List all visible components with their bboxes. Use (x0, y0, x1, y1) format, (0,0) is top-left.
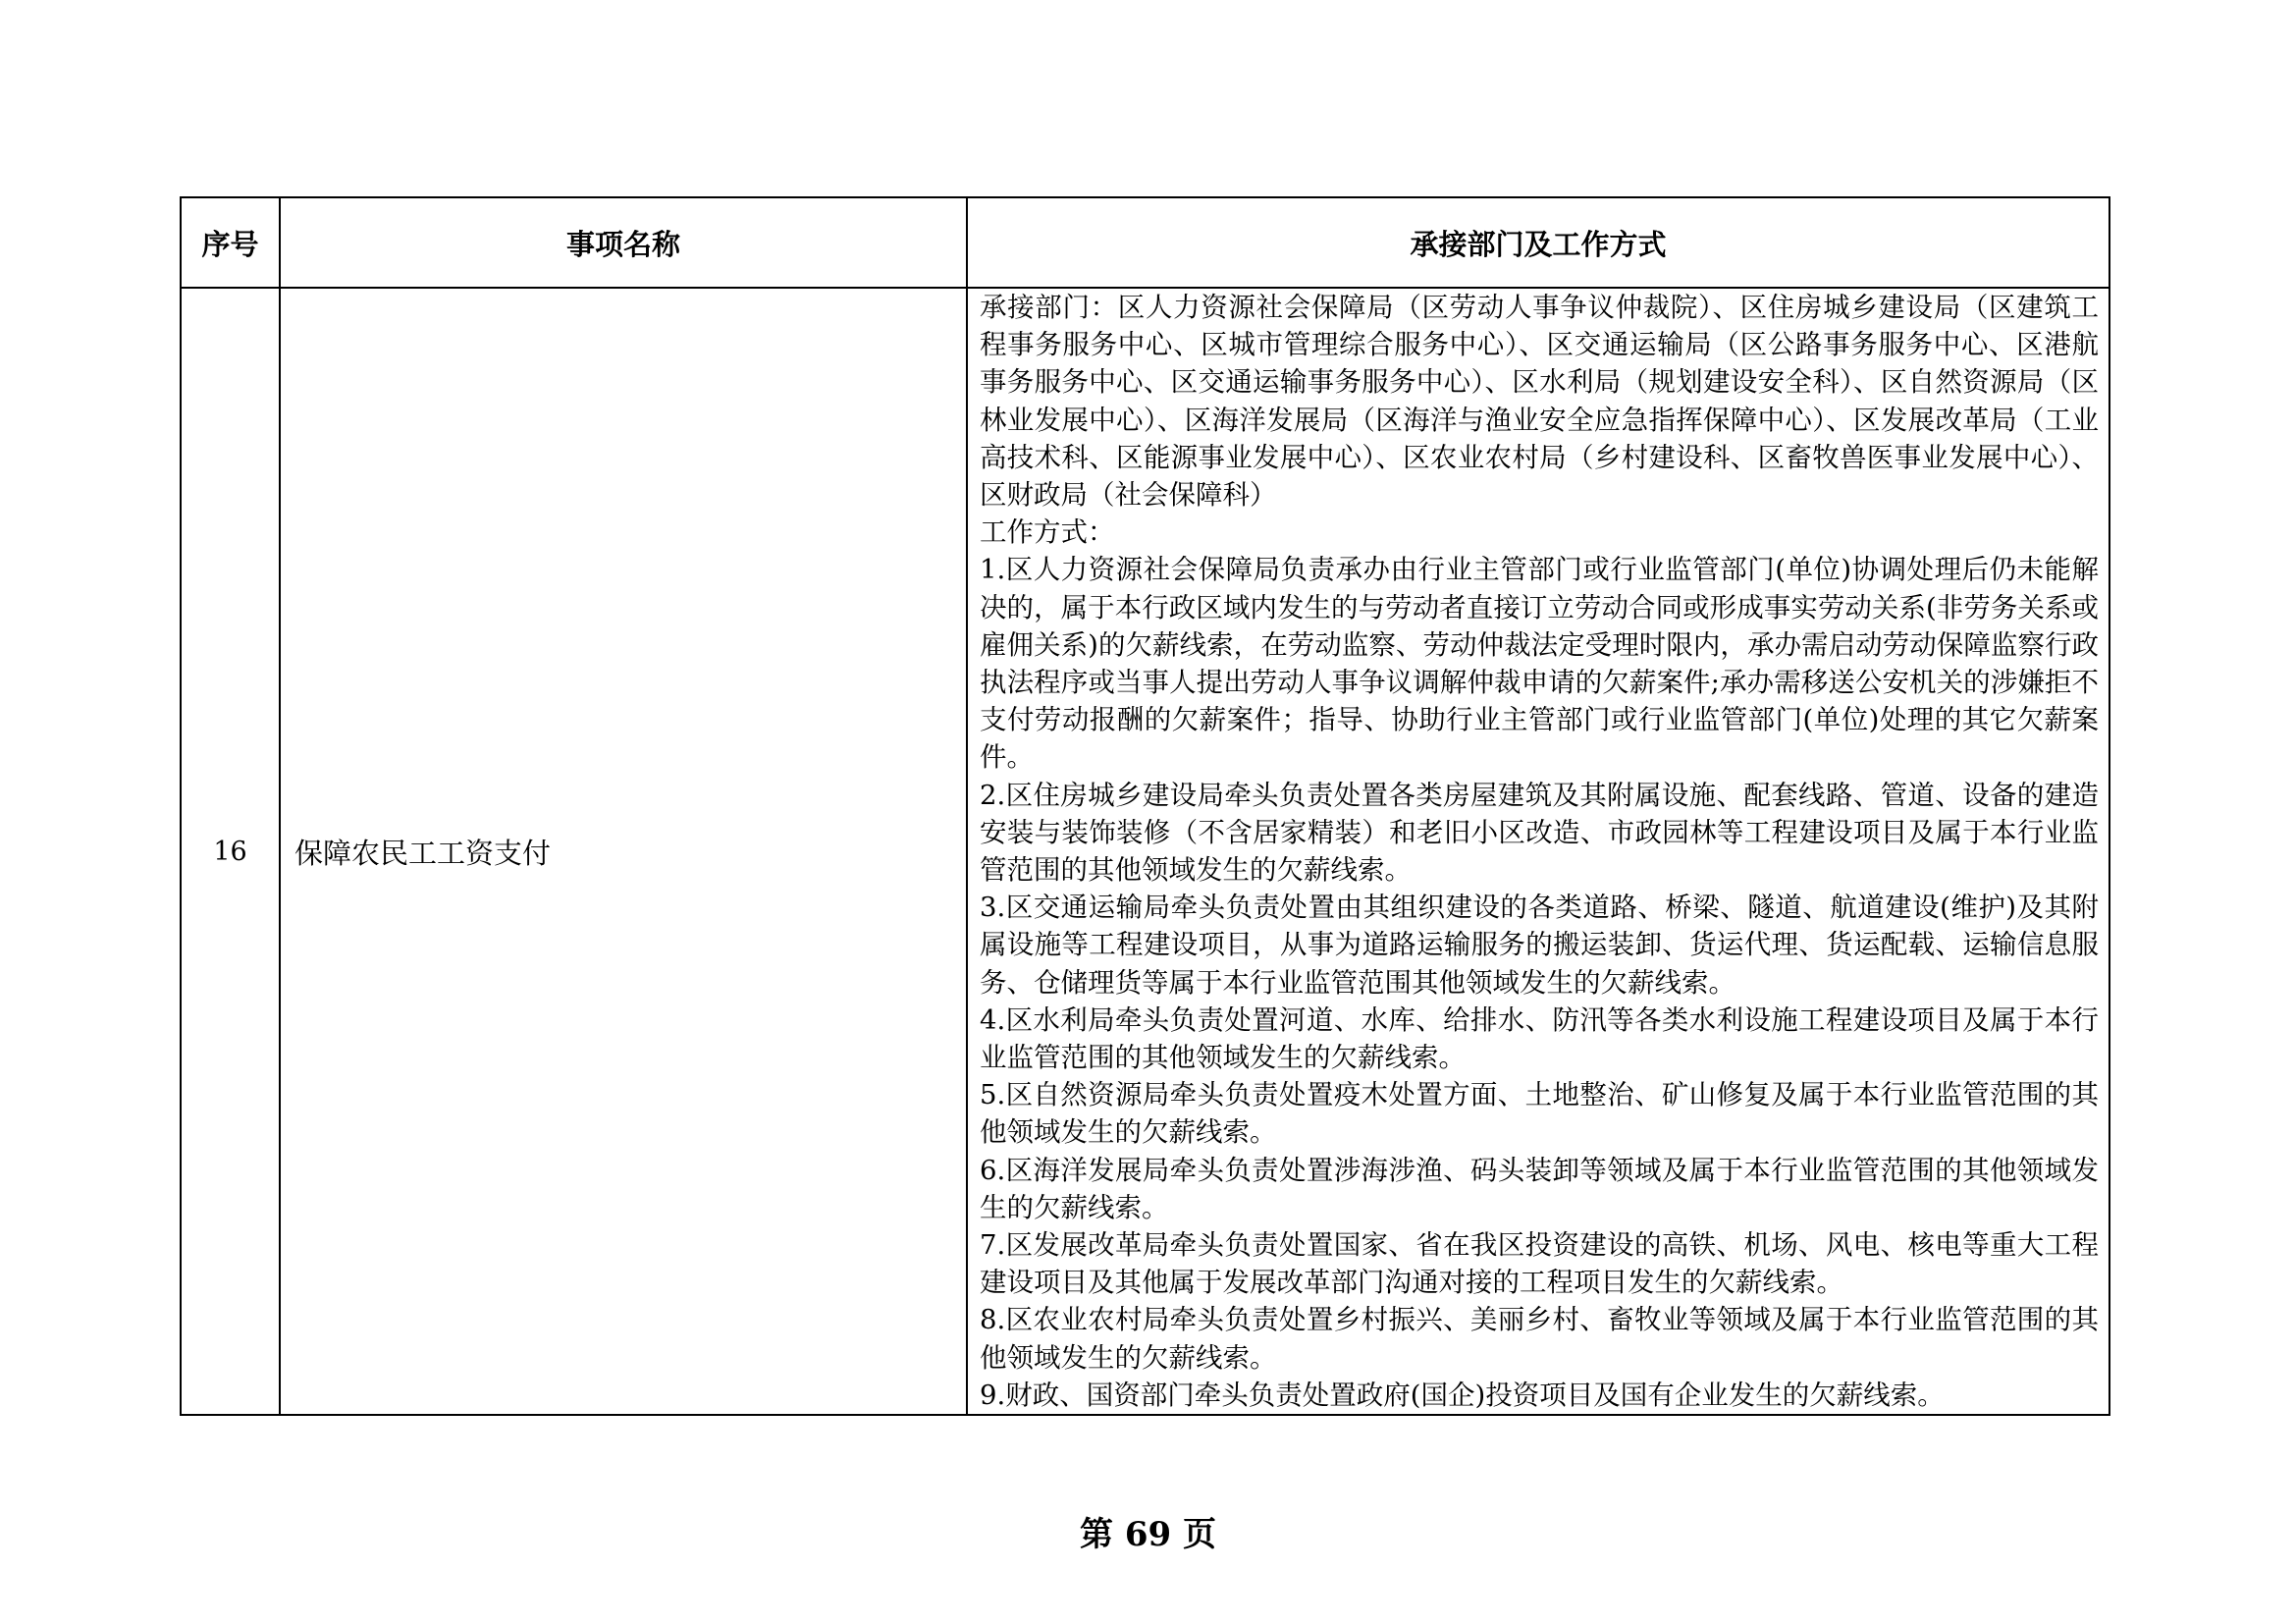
row-item-name: 保障农民工工资支付 (280, 288, 967, 1415)
work-method-item-6: 6.区海洋发展局牵头负责处置涉海涉渔、码头装卸等领域及属于本行业监管范围的其他领域发生的欠薪线索。 (980, 1154, 2099, 1223)
header-item-name: 事项名称 (280, 197, 967, 288)
work-method-item-8: 8.区农业农村局牵头负责处置乡村振兴、美丽乡村、畜牧业等领域及属于本行业监管范围的其他领域发生的欠薪线索。 (980, 1304, 2099, 1374)
work-method-item-1: 1.区人力资源社会保障局负责承办由行业主管部门或行业监管部门(单位)协调处理后仍未能解决的，属于本行政区域内发生的与劳动者直接订立劳动合同或形成事实劳动关系(非劳务关系或雇佣关系)的欠薪线索，在劳动监察、劳动仲裁法定受理时限内，承办需启动劳动保障监察行政执法程序或当事人提出劳动人事争议调解仲裁申请的欠薪案件;承办需移送公安机关的涉嫌拒不支付劳动报酬的欠薪案件；指导、协助行业主管部门或行业监管部门(单位)处理的其它欠薪案件。 (980, 554, 2099, 774)
work-method-label: 工作方式： (980, 516, 1115, 549)
work-method-item-2: 2.区住房城乡建设局牵头负责处置各类房屋建筑及其附属设施、配套线路、管道、设备的建造安装与装饰装修（不含居家精装）和老旧小区改造、市政园林等工程建设项目及属于本行业监管范围的其他领域发生的欠薪线索。 (980, 779, 2099, 887)
work-method-item-4: 4.区水利局牵头负责处置河道、水库、给排水、防汛等各类水利设施工程建设项目及属于本行业监管范围的其他领域发生的欠薪线索。 (980, 1003, 2099, 1074)
work-method-item-9: 9.财政、国资部门牵头负责处置政府(国企)投资项目及国有企业发生的欠薪线索。 (980, 1379, 1945, 1411)
header-seq: 序号 (181, 197, 280, 288)
header-dept-method: 承接部门及工作方式 (967, 197, 2109, 288)
dept-undertaking-units: 承接部门：区人力资源社会保障局（区劳动人事争议仲裁院）、区住房城乡建设局（区建筑工程事务服务中心、区城市管理综合服务中心）、区交通运输局（区公路事务服务中心、区港航事务服务中心、区交通运输事务服务中心）、区水利局（规划建设安全科）、区自然资源局（区林业发展中心）、区海洋发展局（区海洋与渔业安全应急指挥保障中心）、区发展改革局（工业高技术科、区能源事业发展中心）、区农业农村局（乡村建设科、区畜牧兽医事业发展中心）、区财政局（社会保障科） (980, 292, 2099, 512)
row-dept-method (967, 288, 2109, 1415)
work-method-item-3: 3.区交通运输局牵头负责处置由其组织建设的各类道路、桥梁、隧道、航道建设(维护)及其附属设施等工程建设项目，从事为道路运输服务的搬运装卸、货运代理、货运配载、运输信息服务、仓储理货等属于本行业监管范围其他领域发生的欠薪线索。 (980, 892, 2099, 999)
page-number (0, 1507, 2296, 1555)
table-row (181, 288, 2109, 1415)
work-method-item-7: 7.区发展改革局牵头负责处置国家、省在我区投资建设的高铁、机场、风电、核电等重大工程建设项目及其他属于发展改革部门沟通对接的工程项目发生的欠薪线索。 (980, 1229, 2099, 1299)
task-table (180, 196, 2110, 1416)
row-seq: 16 (181, 288, 280, 1415)
table-header-row (181, 197, 2109, 288)
page-number-label: 第 69 页 (1080, 1515, 1216, 1554)
work-method-item-5: 5.区自然资源局牵头负责处置疫木处置方面、土地整治、矿山修复及属于本行业监管范围的其他领域发生的欠薪线索。 (980, 1079, 2099, 1149)
